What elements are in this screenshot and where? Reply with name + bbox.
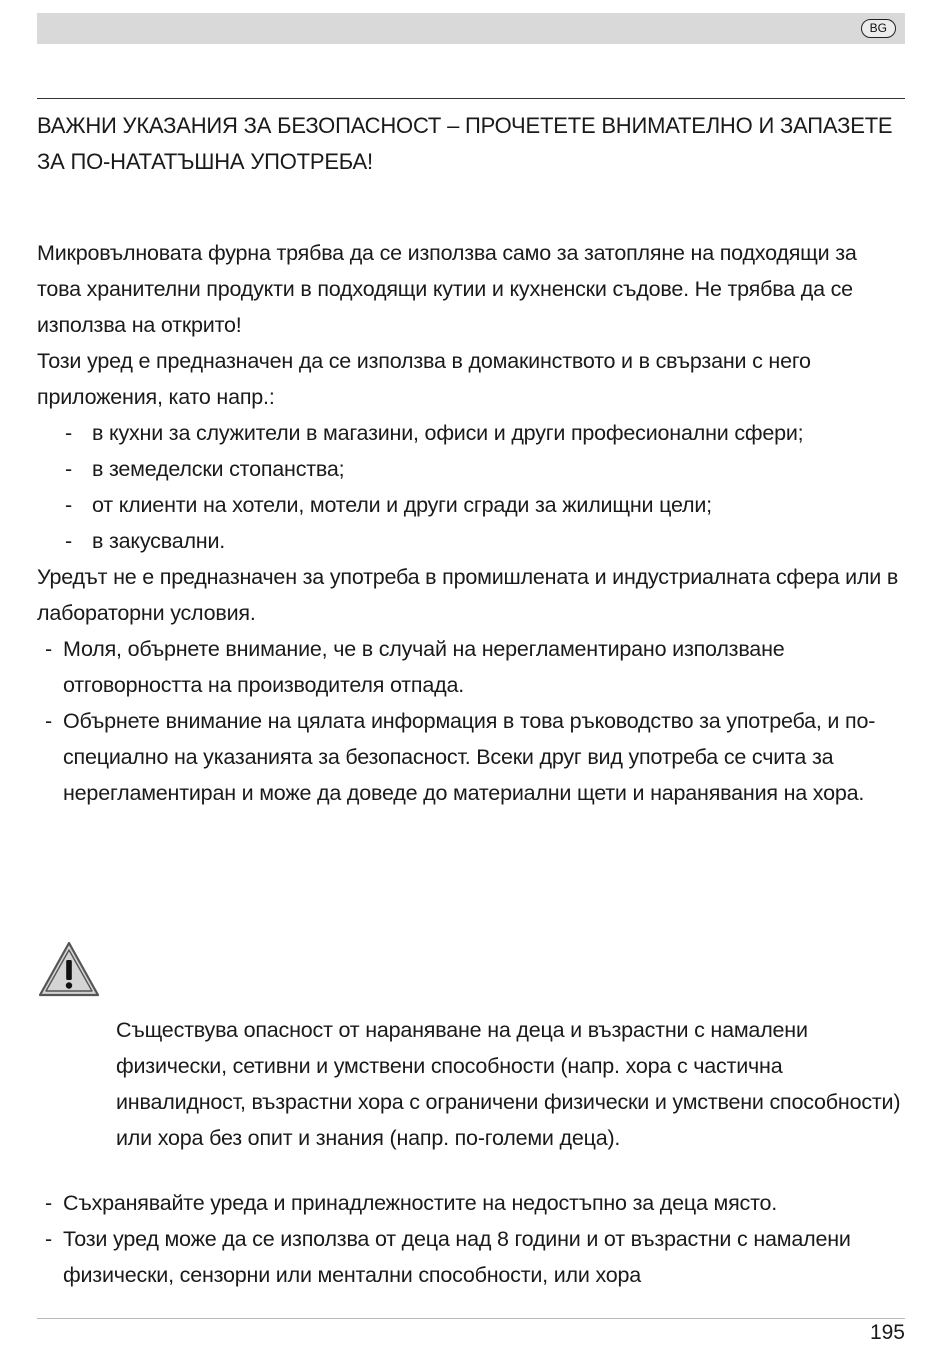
heading-divider xyxy=(37,98,905,99)
section-heading: ВАЖНИ УКАЗАНИЯ ЗА БЕЗОПАСНОСТ – ПРОЧЕТЕТЕ ВНИМАТЕЛНО И ЗАПАЗЕТЕ ЗА ПО-НАТАТЪШНА УПОТРЕБА! xyxy=(37,113,893,174)
main-content xyxy=(37,235,905,811)
warning-items xyxy=(37,1185,905,1293)
notes-list xyxy=(37,631,905,811)
list-item: - Този уред може да се използва от деца над 8 години и от възрастни с намалени физически, сензорни или ментални способности, или хора xyxy=(45,1227,851,1287)
list-item: - в закусвални. xyxy=(65,529,226,553)
list-item: - от клиенти на хотели, мотели и други сгради за жилищни цели; xyxy=(65,493,712,517)
usage-list xyxy=(37,415,905,559)
list-item: - Моля, обърнете внимание, че в случай на нерегламентирано използване отговорността на производителя отпада. xyxy=(45,637,785,697)
warning-text: Съществува опасност от нараняване на деца и възрастни с намалени физически, сетивни и умствени способности (напр. хора с частична инвалидност, възрастни хора с ограничени физически и умствени способности) или хора без опит и знания (напр. по-големи деца). xyxy=(116,1018,901,1150)
list-item: - в земеделски стопанства; xyxy=(65,457,345,481)
footer-divider xyxy=(37,1318,905,1319)
warning-triangle-icon xyxy=(37,940,101,998)
list-item: - Обърнете внимание на цялата информация в това ръководство за употреба, и по-специално на указанията за безопасност. Всеки друг вид употреба се счита за нерегламентиран и може да доведе до материални щети и наранявания на хора. xyxy=(45,709,876,805)
intro-paragraph-2: Този уред е предназначен да се използва в домакинството и в свързани с него приложения, като напр.: xyxy=(37,349,811,409)
intro-paragraph-1: Микровълновата фурна трябва да се използва само за затопляне на подходящи за това хранителни продукти в подходящи кутии и кухненски съдове. Не трябва да се използва на открито! xyxy=(37,241,857,337)
list-item: - Съхранявайте уреда и принадлежностите на недостъпно за деца място. xyxy=(45,1191,778,1215)
page-number: 195 xyxy=(869,1321,905,1344)
header-bar xyxy=(37,13,905,44)
intro-paragraph-3: Уредът не е предназначен за употреба в промишлената и индустриалната сфера или в лабораторни условия. xyxy=(37,565,899,625)
child-safety-list xyxy=(37,1185,905,1293)
language-badge: BG xyxy=(861,19,896,38)
list-item: - в кухни за служители в магазини, офиси и други професионални сфери; xyxy=(65,421,804,445)
